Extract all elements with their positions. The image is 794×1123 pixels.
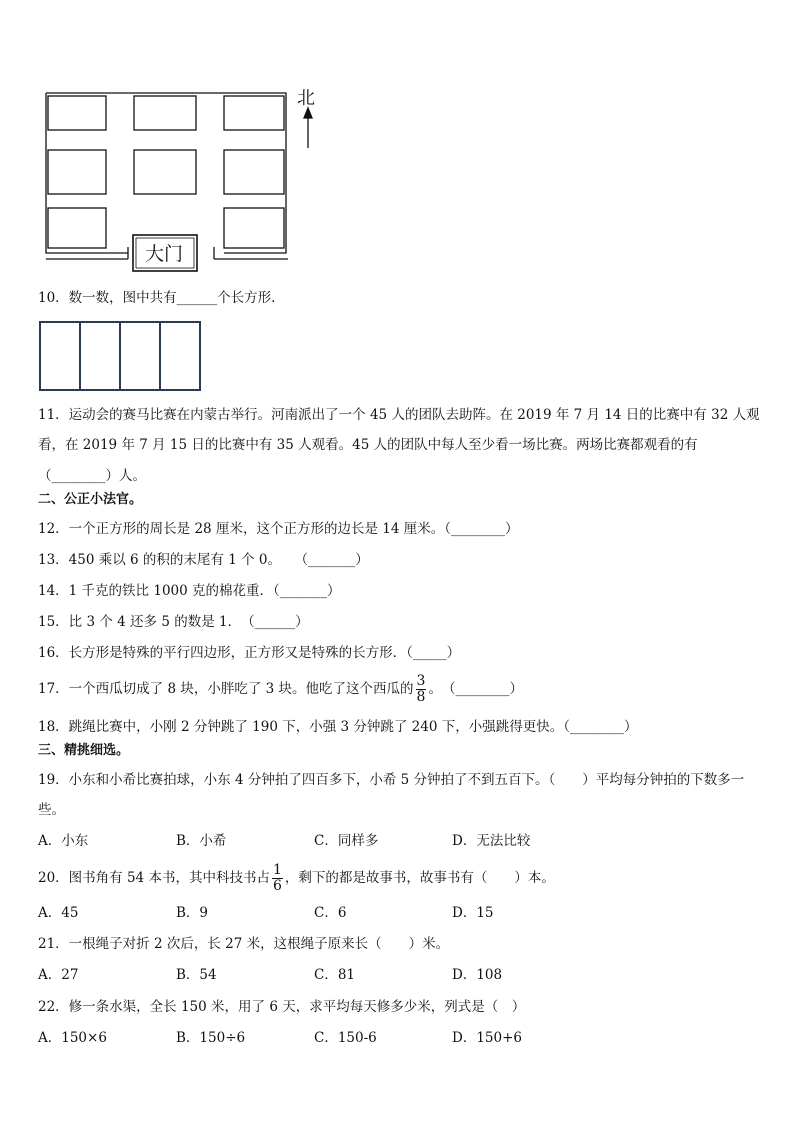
fraction-denominator: 8 — [416, 689, 426, 705]
question-17-blank: 。 （________） — [428, 681, 523, 697]
question-19-line-1: 19．小东和小希比赛拍球，小东 4 分钟拍了四百多下，小希 5 分钟拍了不到五百下。（ ）平均每分钟拍的下数多一 — [38, 772, 745, 788]
question-18: 18．跳绳比赛中，小刚 2 分钟跳了 190 下，小强 3 分钟跳了 240 下，小强跳得更快。（________） — [38, 719, 638, 735]
question-11-line-3: （________）人。 — [38, 468, 146, 484]
question-19-line-2: 些。 — [38, 802, 65, 818]
question-21-option-d[interactable]: D．108 — [452, 967, 503, 983]
question-17-text: 17．一个西瓜切成了 8 块，小胖吃了 3 块。他吃了这个西瓜的 — [38, 681, 414, 697]
question-13: 13．450 乘以 6 的积的末尾有 1 个 0。 （_______） — [38, 552, 369, 568]
question-21-option-a[interactable]: A．27 — [38, 967, 79, 983]
question-11-line-2: 看，在 2019 年 7 月 15 日的比赛中有 35 人观看。45 人的团队中每人至少看一场比赛。两场比赛都观看的有 — [38, 437, 698, 453]
fraction-denominator: 6 — [272, 878, 282, 894]
question-20-text: 20．图书角有 54 本书，其中科技书占 — [38, 870, 270, 886]
section-3-title: 三、精挑细选。 — [38, 743, 130, 758]
question-21-option-c[interactable]: C．81 — [314, 967, 356, 983]
fraction-1-6 — [272, 863, 283, 894]
question-20 — [38, 858, 555, 898]
question-17 — [38, 672, 523, 706]
question-21-option-b[interactable]: B．54 — [176, 967, 217, 983]
fraction-numerator: 3 — [416, 673, 426, 689]
question-20-option-a[interactable]: A．45 — [38, 905, 79, 921]
question-19-option-c[interactable]: C．同样多 — [314, 833, 379, 849]
question-12: 12．一个正方形的周长是 28 厘米，这个正方形的边长是 14 厘米。（________） — [38, 521, 519, 537]
gate-label: 大门 — [144, 243, 183, 265]
question-22-option-c[interactable]: C．150-6 — [314, 1030, 377, 1046]
question-22-option-a[interactable]: A．150×6 — [38, 1030, 107, 1046]
question-10: 10．数一数，图中共有______个长方形. — [38, 290, 276, 306]
question-22-option-b[interactable]: B．150÷6 — [176, 1030, 246, 1046]
fraction-3-8 — [416, 674, 427, 705]
north-label: 北 — [297, 88, 315, 109]
section-2-title: 二、公正小法官。 — [38, 492, 143, 507]
rectangle-strip-figure — [38, 320, 204, 394]
fraction-numerator: 1 — [272, 862, 282, 878]
question-21: 21．一根绳子对折 2 次后，长 27 米，这根绳子原来长（ ）米。 — [38, 936, 450, 952]
question-14: 14．1 千克的铁比 1000 克的棉花重．（_______） — [38, 583, 341, 599]
question-20-option-c[interactable]: C．6 — [314, 905, 347, 921]
question-15: 15．比 3 个 4 还多 5 的数是 1． （______） — [38, 614, 309, 630]
question-11-line-1: 11．运动会的赛马比赛在内蒙古举行。河南派出了一个 45 人的团队去助阵。在 2019 年 7 月 14 日的比赛中有 32 人观 — [38, 407, 760, 423]
question-16: 16．长方形是特殊的平行四边形，正方形又是特殊的长方形．（_____） — [38, 645, 461, 661]
question-19-option-d[interactable]: D．无法比较 — [452, 833, 531, 849]
question-19-option-a[interactable]: A．小东 — [38, 833, 89, 849]
question-20-rest: ，剩下的都是故事书，故事书有（ ）本。 — [284, 870, 555, 886]
question-20-option-d[interactable]: D．15 — [452, 905, 494, 921]
question-22-option-d[interactable]: D．150+6 — [452, 1030, 522, 1046]
question-22: 22．修一条水渠，全长 150 米，用了 6 天，求平均每天修多少米，列式是（ ） — [38, 999, 526, 1015]
question-19-option-b[interactable]: B．小希 — [176, 833, 227, 849]
question-20-option-b[interactable]: B．9 — [176, 905, 209, 921]
